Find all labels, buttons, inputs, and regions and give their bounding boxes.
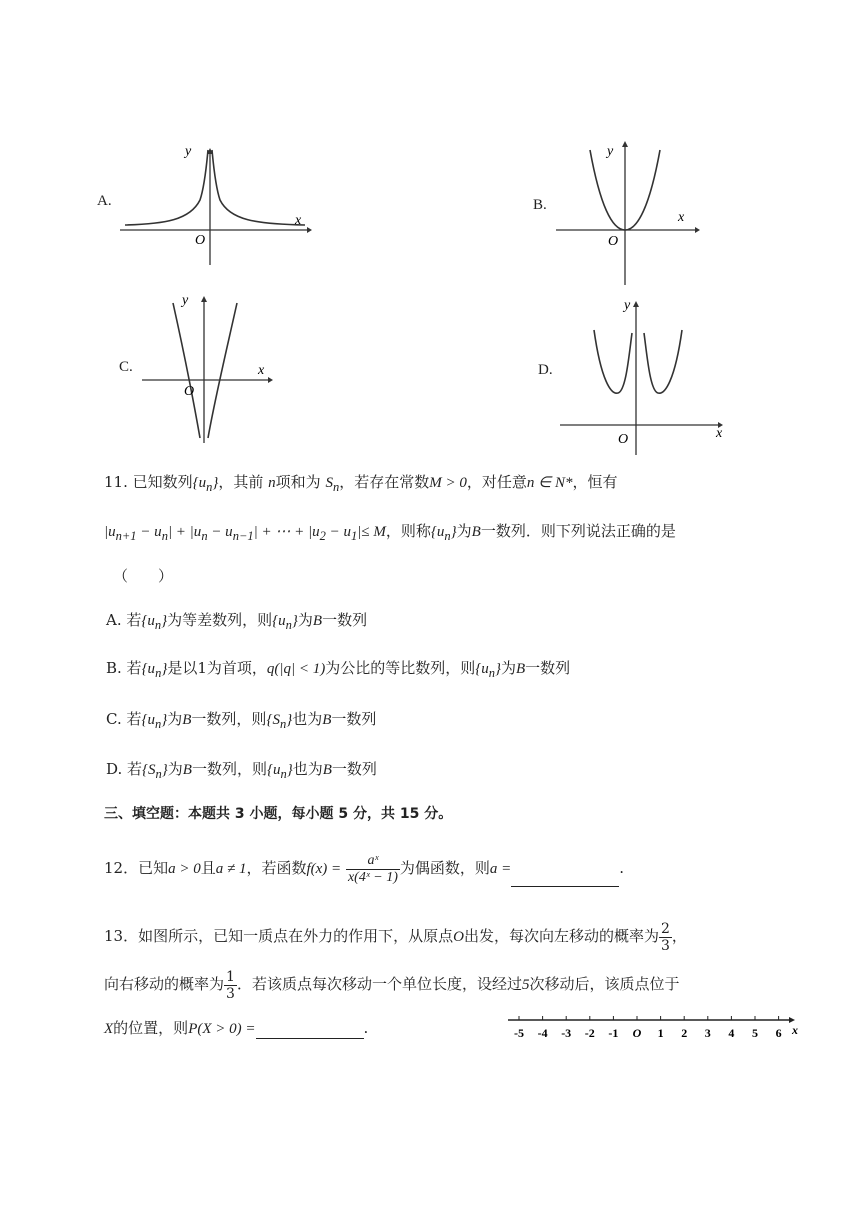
number-line bbox=[505, 1010, 805, 1042]
q11-answer-paren: （ ） bbox=[113, 567, 174, 585]
section-3-heading: 三、填空题：本题共 3 小题，每小题 5 分，共 15 分。 bbox=[104, 806, 453, 822]
number-line-tick-label: 6 bbox=[775, 1026, 782, 1040]
graph-a bbox=[115, 140, 315, 270]
graph-c-x: x bbox=[258, 363, 265, 378]
number-line-tick-label: 2 bbox=[681, 1026, 688, 1040]
q11-text: 11. 已知数列 bbox=[104, 473, 193, 491]
q13-line1: 13．如图所示，已知一质点在外力的作用下，从原点O出发，每次向左移动的概率为 $\frac{2}{3}$ ， bbox=[104, 920, 687, 954]
q13-line2: 向右移动的概率为 $\frac{1}{3}$ ．若该质点每次移动一个单位长度，设经过5次移动后，该质点位于 bbox=[104, 968, 680, 1002]
number-line-tick-label: 1 bbox=[657, 1026, 664, 1040]
q11-option-a[interactable]: A. 若$\{u_n\}$为等差数列，则$\{u_n\}$为B一数列 bbox=[106, 611, 368, 632]
option-d-label: D. bbox=[538, 362, 553, 378]
graph-d-x: x bbox=[716, 426, 723, 441]
option-a-label: A. bbox=[97, 193, 112, 209]
graph-a-x: x bbox=[295, 213, 302, 228]
number-line-x-label: x bbox=[792, 1023, 798, 1037]
number-line-tick-label: 4 bbox=[728, 1026, 735, 1040]
graph-a-o: O bbox=[195, 233, 206, 248]
graph-c-o: O bbox=[184, 384, 195, 399]
graph-b bbox=[550, 135, 705, 295]
number-line-tick-label: -5 bbox=[514, 1026, 524, 1040]
graph-b-o: O bbox=[608, 234, 619, 249]
option-b-label: B. bbox=[533, 197, 547, 213]
q11-line2: $|u_{n+1} - u_n| + |u_n - u_{n-1}|$ + ⋯ + $|u_2 - u_1|\le M$，则称$\{u_n\}$为B一数列．则下列说法正确的是 bbox=[104, 522, 676, 543]
graph-c bbox=[138, 288, 278, 446]
number-line-tick-label: O bbox=[632, 1026, 642, 1040]
graph-c-y: y bbox=[182, 293, 189, 308]
graph-b-x: x bbox=[678, 210, 685, 225]
q12-answer-blank[interactable] bbox=[511, 886, 619, 887]
option-c-label: C. bbox=[119, 359, 133, 375]
number-line-tick-label: -1 bbox=[608, 1026, 619, 1040]
q11-option-b[interactable]: B. 若$\{u_n\}$是以1为首项，q(|q| < 1)为公比的等比数列，则$\{u_n\}$为B一数列 bbox=[106, 659, 571, 680]
graph-a-y: y bbox=[185, 144, 192, 159]
number-line-tick-label: 3 bbox=[704, 1026, 711, 1040]
q11-option-d[interactable]: D. 若$\{S_n\}$为B一数列，则$\{u_n\}$也为B一数列 bbox=[106, 760, 377, 781]
graph-d bbox=[556, 295, 731, 460]
number-line-tick-label: -4 bbox=[537, 1026, 548, 1040]
number-line-tick-label: -3 bbox=[561, 1026, 572, 1040]
q12-fraction: $\frac{\text{aˣ}}{\text{x(4ˣ − 1)}}$ bbox=[347, 852, 398, 885]
number-line-tick-label: -2 bbox=[584, 1026, 595, 1040]
number-line-tick-label: 5 bbox=[752, 1026, 758, 1040]
q13-answer-blank[interactable] bbox=[256, 1038, 364, 1039]
q11-line1: 11. 已知数列$\{u_n\}$，其前 n项和为 $S_n$，若存在常数M > 0，对任意n ∈ N*，恒有 bbox=[104, 473, 618, 494]
q13-line3: X的位置，则P(X > 0) = . bbox=[104, 1019, 369, 1037]
graph-d-y: y bbox=[624, 298, 631, 313]
graph-b-y: y bbox=[607, 144, 614, 159]
graph-d-o: O bbox=[618, 432, 629, 447]
q12: 12．已知a > 0且a ≠ 1，若函数f(x) = $\frac{\text{aˣ}}{\text{x(4ˣ − 1)}}$ 为偶函数，则a = . bbox=[104, 850, 624, 887]
q11-option-c[interactable]: C. 若$\{u_n\}$为B一数列，则$\{S_n\}$也为B一数列 bbox=[106, 710, 377, 731]
